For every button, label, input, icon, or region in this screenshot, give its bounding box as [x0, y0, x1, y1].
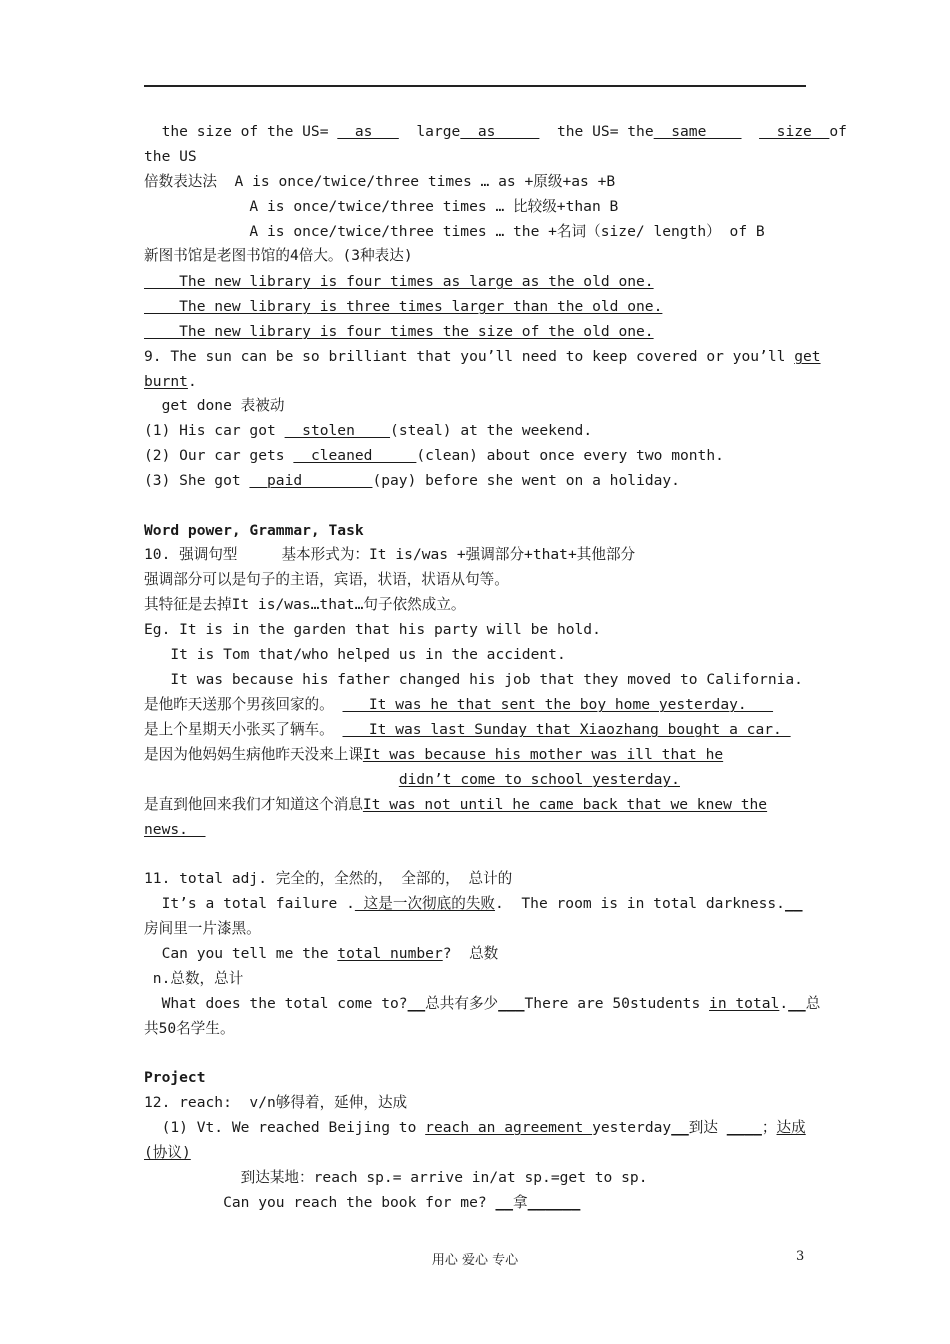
underlined-answer: in total: [709, 995, 780, 1012]
underlined-answer: __: [407, 995, 426, 1012]
underlined-answer: It was not until he came back that we knew the: [362, 796, 768, 813]
text-run: the size of the US=: [144, 123, 338, 140]
text-line: [144, 895, 806, 913]
underlined-answer: The new library is four times as large as the old one.: [144, 273, 654, 290]
text-run: It was because his father changed his job that they moved to California.: [144, 671, 803, 688]
underlined-answer: It was because his mother was ill that he: [362, 746, 724, 763]
text-run: 是直到他回来我们才知道这个消息: [144, 796, 363, 813]
text-line: [144, 546, 806, 564]
text-line: [144, 348, 821, 366]
underlined-answer: didn’t come to school yesterday.: [398, 771, 680, 788]
header-rule: [144, 85, 806, 87]
text-line: [144, 1069, 806, 1087]
text-run: What does the total come to?: [144, 995, 408, 1012]
text-line: [144, 646, 806, 664]
text-run: yesterday: [592, 1119, 672, 1136]
text-run: 9. The sun can be so brilliant that you’ll need to keep covered or you’ll: [144, 348, 795, 365]
text-line: [144, 721, 806, 739]
text-run: n.总数，总计: [144, 970, 244, 987]
underlined-answer: news.: [144, 821, 206, 838]
text-line: [144, 198, 806, 216]
underlined-answer: get: [794, 348, 821, 365]
text-line: [144, 123, 847, 141]
text-run: of: [829, 123, 847, 140]
underlined-answer: paid: [249, 472, 373, 489]
text-line: [144, 1020, 806, 1038]
text-run: A is once/twice/three times … 比较级+than B: [144, 198, 619, 215]
text-line: [144, 373, 806, 391]
text-run: the US: [144, 148, 197, 165]
underlined-answer: ____: [726, 1119, 762, 1136]
underlined-answer: The new library is three times larger than the old one.: [144, 298, 663, 315]
text-run: 其特征是去掉It is/was…that…句子依然成立。: [144, 596, 466, 613]
text-line: [144, 1194, 806, 1212]
underlined-answer: ___: [498, 995, 525, 1012]
text-line: [144, 920, 806, 938]
text-line: [144, 273, 806, 291]
text-run: 新图书馆是老图书馆的4倍大。(3种表达): [144, 247, 413, 264]
text-line: [144, 671, 806, 689]
underlined-answer: It was last Sunday that Xiaozhang bought a car.: [342, 721, 791, 738]
text-run: (2) Our car gets: [144, 447, 294, 464]
text-run: 到达某地：reach sp.= arrive in/at sp.=get to sp.: [144, 1169, 648, 1186]
text-run: (pay) before she went on a holiday.: [372, 472, 680, 489]
text-run: ? 总数: [442, 945, 499, 962]
text-run: 是因为他妈妈生病他昨天没来上课: [144, 746, 363, 763]
text-line: [144, 298, 806, 316]
text-run: 强调部分可以是句子的主语，宾语，状语，状语从句等。: [144, 571, 509, 588]
page-number: 3: [796, 1249, 805, 1264]
text-run: get done 表被动: [144, 397, 285, 414]
text-run: 到达: [688, 1119, 727, 1136]
text-line: [144, 1144, 806, 1162]
text-run: [742, 123, 760, 140]
text-line: [144, 771, 806, 789]
text-run: [144, 771, 399, 788]
text-run: 11. total adj. 完全的，全然的， 全部的， 总计的: [144, 870, 513, 887]
underlined-answer: ______: [527, 1194, 581, 1211]
text-run: 房间里一片漆黑。: [144, 920, 261, 937]
text-run: large: [398, 123, 461, 140]
text-line: [144, 522, 806, 540]
underlined-answer: (协议): [144, 1144, 191, 1161]
text-line: [144, 173, 806, 191]
underlined-answer: total number: [337, 945, 443, 962]
text-run: .: [779, 995, 789, 1012]
text-line: [144, 1119, 806, 1137]
underlined-answer: __: [671, 1119, 689, 1136]
text-run: (clean) about once every two month.: [416, 447, 724, 464]
underlined-answer: It was he that sent the boy home yesterday.: [342, 696, 774, 713]
text-run: Eg. It is in the garden that his party will be hold.: [144, 621, 601, 638]
text-line: [144, 696, 806, 714]
text-run: 总共有多少: [425, 995, 499, 1012]
text-run: (1) Vt. We reached Beijing to: [144, 1119, 426, 1136]
text-run: the US= the: [539, 123, 654, 140]
text-run: 12. reach: v/n够得着，延伸，达成: [144, 1094, 408, 1111]
underlined-answer: The new library is four times the size of the old one.: [144, 323, 654, 340]
text-run: . The room is in total darkness.: [495, 895, 785, 912]
text-run: (steal) at the weekend.: [390, 422, 593, 439]
text-line: [144, 970, 806, 988]
text-line: [144, 1169, 806, 1187]
text-line: [144, 247, 806, 265]
underlined-answer: cleaned: [293, 447, 417, 464]
text-run: There are 50students: [524, 995, 710, 1012]
text-run: Can you tell me the: [144, 945, 338, 962]
text-run: ；: [761, 1119, 777, 1136]
text-line: [144, 796, 806, 814]
underlined-answer: same: [653, 123, 742, 140]
text-line: [144, 472, 806, 490]
text-line: [144, 821, 806, 839]
footer-motto: 用心 爱心 专心: [431, 1253, 519, 1268]
text-line: [144, 945, 806, 963]
text-line: [144, 323, 806, 341]
text-run: It’s a total failure .: [144, 895, 355, 912]
underlined-answer: reach an agreement: [425, 1119, 593, 1136]
text-run: 总: [805, 995, 821, 1012]
underlined-answer: 这是一次彻底的失败: [354, 895, 496, 912]
text-run: 拿: [513, 1194, 528, 1211]
underlined-answer: 达成: [776, 1119, 806, 1136]
underlined-answer: as: [460, 123, 540, 140]
text-line: [144, 397, 806, 415]
text-line: [144, 596, 806, 614]
text-run: Project: [144, 1069, 206, 1086]
text-run: Word power, Grammar, Task: [144, 522, 364, 539]
underlined-answer: burnt: [144, 373, 188, 390]
text-line: [144, 1094, 806, 1112]
text-run: .: [187, 373, 197, 390]
underlined-answer: __: [788, 995, 806, 1012]
underlined-answer: as: [337, 123, 399, 140]
text-line: [144, 571, 806, 589]
text-run: 共50名学生。: [144, 1020, 235, 1037]
text-run: (3) She got: [144, 472, 250, 489]
text-run: A is once/twice/three times … the +名词（size/ length） of B: [144, 223, 765, 240]
text-line: [144, 995, 821, 1013]
text-run: 倍数表达法 A is once/twice/three times … as +原级+as +B: [144, 173, 616, 190]
text-line: [144, 870, 806, 888]
text-run: Can you reach the book for me?: [144, 1194, 496, 1211]
text-run: 是他昨天送那个男孩回家的。: [144, 696, 343, 713]
underlined-answer: stolen: [284, 422, 391, 439]
text-run: 10. 强调句型 基本形式为：It is/was +强调部分+that+其他部分: [144, 546, 636, 563]
underlined-answer: size: [759, 123, 830, 140]
underlined-answer: __: [784, 895, 803, 912]
text-line: [144, 447, 806, 465]
text-run: (1) His car got: [144, 422, 285, 439]
underlined-answer: __: [495, 1194, 514, 1211]
text-run: It is Tom that/who helped us in the accident.: [144, 646, 566, 663]
text-line: [144, 422, 806, 440]
text-line: [144, 148, 806, 166]
text-line: [144, 746, 806, 764]
text-line: [144, 223, 806, 241]
text-run: 是上个星期天小张买了辆车。: [144, 721, 343, 738]
text-line: [144, 621, 806, 639]
